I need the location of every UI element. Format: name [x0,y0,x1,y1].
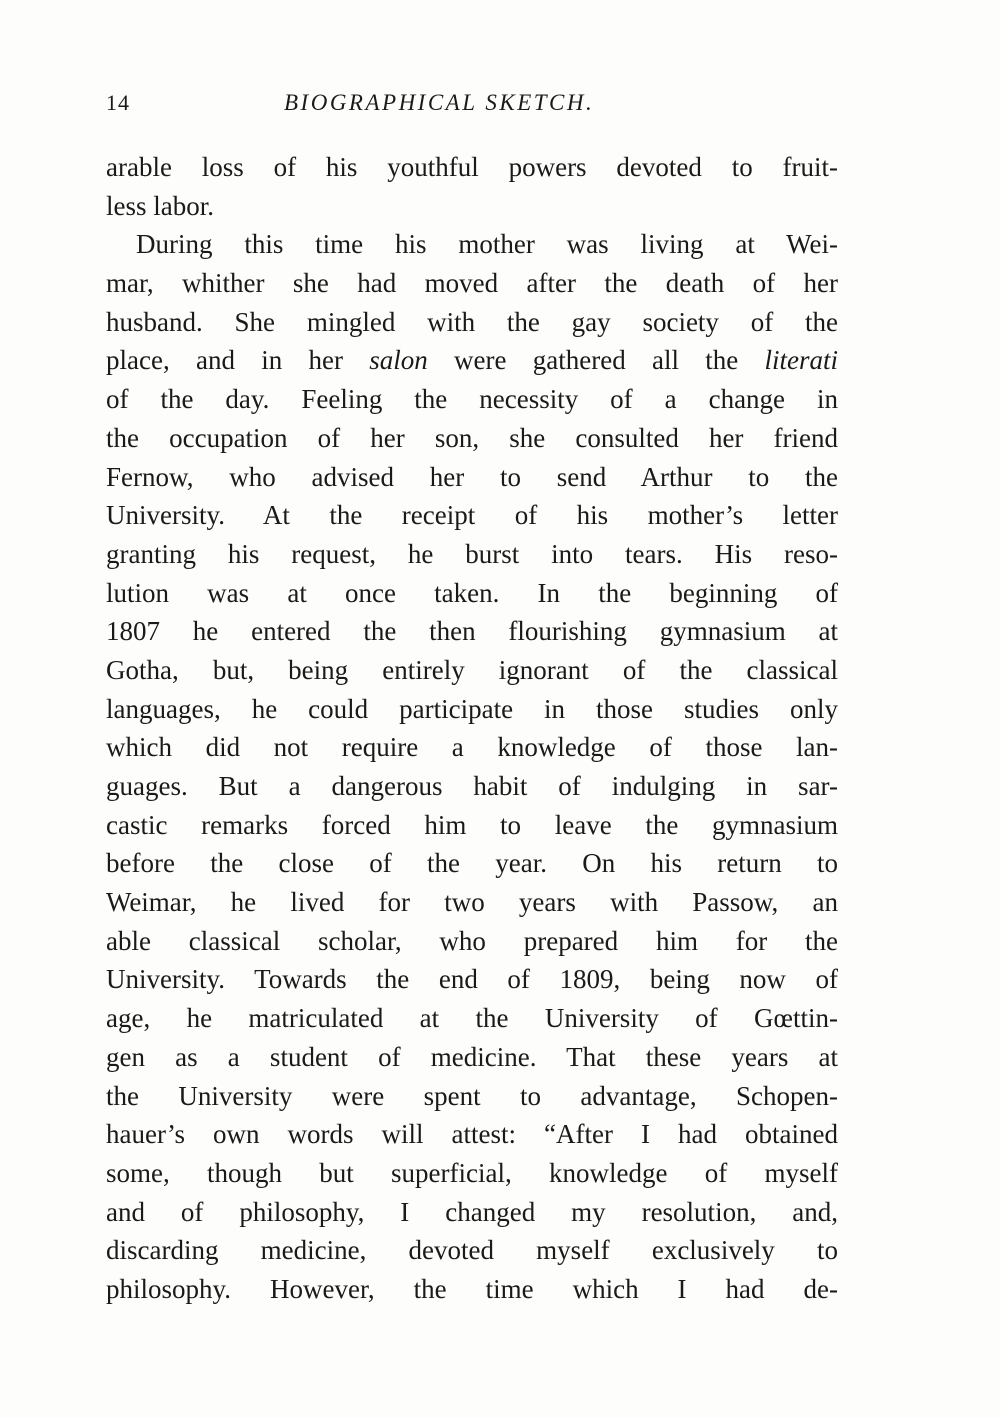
text-line: languages, he could participate in those studies only [106,693,838,724]
text-line: some, though but superficial, knowledge of myself [106,1157,838,1188]
text-line [106,341,838,380]
text-line: Gotha, but, being entirely ignorant of the classical [106,654,838,685]
paragraph-first-line: During this time his mother was living at Wei- [136,229,838,260]
text-line: and of philosophy, I changed my resolution, and, [106,1196,838,1227]
italic-term-literati: literati [764,345,838,376]
text-line: mar, whither she had moved after the death of her [106,268,838,299]
text-line: hauer’s own words will attest: “After I had obtained [106,1119,838,1150]
text-line: before the close of the year. On his return to [106,848,838,879]
page-header [106,88,838,124]
text-line: Fernow, who advised her to send Arthur to the [106,461,838,492]
text-line: University. At the receipt of his mother’s letter [106,500,838,531]
text-line: philosophy. However, the time which I had de- [106,1273,838,1304]
text-line: of the day. Feeling the necessity of a change in [106,384,838,415]
text-line: castic remarks forced him to leave the gymnasium [106,809,838,840]
text-line: husband. She mingled with the gay society of the [106,306,838,337]
text-line: less labor. [106,190,214,221]
text-line: University. Towards the end of 1809, being now of [106,964,838,995]
body-text [106,148,838,1309]
text-line: lution was at once taken. In the beginning of [106,577,838,608]
italic-term-salon: salon [369,345,428,376]
text-line: age, he matriculated at the University of Gœttin- [106,1003,838,1034]
text-segment: place, and in her [106,345,370,376]
running-title: BIOGRAPHICAL SKETCH. [284,90,595,115]
text-line: Weimar, he lived for two years with Passow, an [106,887,838,918]
text-line: guages. But a dangerous habit of indulging in sar- [106,771,838,801]
text-line: discarding medicine, devoted myself exclusively to [106,1235,838,1266]
text-line: granting his request, he burst into tears. His reso- [106,538,838,569]
text-line: able classical scholar, who prepared him for the [106,925,838,956]
text-line: gen as a student of medicine. That these years at [106,1041,838,1072]
text-line: 1807 he entered the then flourishing gymnasium at [106,616,838,647]
page-number: 14 [106,90,130,115]
text-line: which did not require a knowledge of those lan- [106,732,838,763]
text-line: the occupation of her son, she consulted her friend [106,422,838,453]
text-segment: were gathered all the [427,345,765,376]
text-line: the University were spent to advantage, Schopen- [106,1080,838,1111]
text-line: arable loss of his youthful powers devoted to fruit- [106,152,838,182]
